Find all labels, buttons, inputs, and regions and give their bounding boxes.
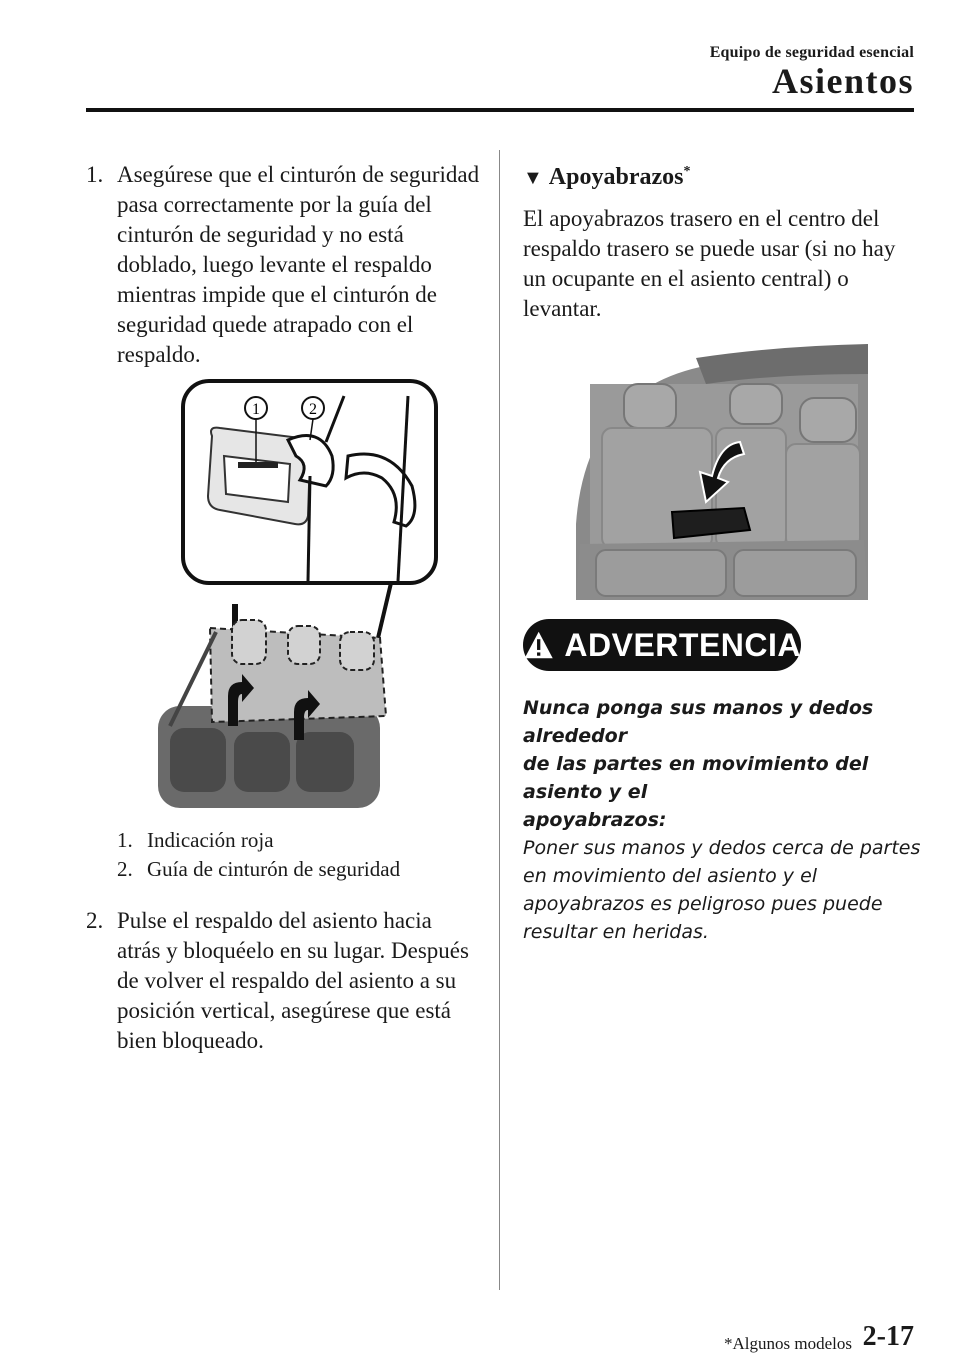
paragraph-line: levantar. <box>523 296 602 321</box>
step-line: doblado, luego levante el respaldo <box>117 252 432 277</box>
warning-text <box>523 694 923 946</box>
caption-text: Guía de cinturón de seguridad <box>147 857 401 881</box>
callout-1-label: 1 <box>252 401 260 418</box>
triangle-down-icon: ▼ <box>523 167 543 189</box>
step-line: mientras impide que el cinturón de <box>117 282 437 307</box>
warning-line: resultar en heridas. <box>523 921 709 943</box>
page-number: 2-17 <box>862 1321 914 1352</box>
page-title: Asientos <box>771 61 914 101</box>
warning-line: apoyabrazos es peligroso pues puede <box>523 893 883 915</box>
warning-bold-line: de las partes en movimiento del asiento y el <box>523 753 869 803</box>
caption-number: 1. <box>117 828 133 852</box>
step-line: atrás y bloquéelo en su lugar. Después <box>117 938 469 963</box>
warning-bold-line: apoyabrazos: <box>523 809 667 831</box>
step-text <box>117 160 479 370</box>
warning-badge <box>523 619 801 671</box>
section-name: Equipo de seguridad esencial <box>709 44 914 61</box>
step-number: 1. <box>86 162 104 187</box>
callout-2-label: 2 <box>309 401 317 418</box>
step-line: Asegúrese que el cinturón de seguridad <box>117 162 480 187</box>
paragraph-line: un ocupante en el asiento central) o <box>523 266 849 291</box>
section-heading-text: Apoyabrazos <box>548 164 684 190</box>
step-line: de volver el respaldo del asiento a su <box>117 968 457 993</box>
step-line: pasa correctamente por la guía del <box>117 192 432 217</box>
caption-2 <box>117 855 400 884</box>
asterisk-marker: * <box>683 164 691 179</box>
armrest-figure <box>576 344 868 600</box>
caption-1 <box>117 826 274 855</box>
footnote: *Algunos modelos <box>724 1334 852 1353</box>
step-line: Pulse el respaldo del asiento hacia <box>117 908 432 933</box>
warning-line: Poner sus manos y dedos cerca de partes <box>523 837 921 859</box>
step-line: cinturón de seguridad y no está <box>117 222 404 247</box>
column-divider <box>499 150 500 1290</box>
warning-line: en movimiento del asiento y el <box>523 865 818 887</box>
warning-icon <box>523 627 554 663</box>
step-number: 2. <box>86 908 104 933</box>
paragraph-line: El apoyabrazos trasero en el centro del <box>523 206 880 231</box>
warning-label: ADVERTENCIA <box>564 626 801 663</box>
section-heading <box>523 164 690 191</box>
step-text <box>117 906 469 1056</box>
step-1 <box>86 160 486 380</box>
step-line: seguridad quede atrapado con el <box>117 312 414 337</box>
caption-number: 2. <box>117 857 133 881</box>
paragraph-line: respaldo trasero se puede usar (si no hay <box>523 236 896 261</box>
step-line: posición vertical, asegúrese que está <box>117 998 452 1023</box>
step-line: bien bloqueado. <box>117 1028 264 1053</box>
step-2 <box>86 906 486 1066</box>
warning-bold-line: Nunca ponga sus manos y dedos alrededor <box>523 697 874 747</box>
step-line: respaldo. <box>117 342 201 367</box>
armrest-paragraph <box>523 204 923 324</box>
seat-belt-guide-figure <box>150 376 450 812</box>
caption-text: Indicación roja <box>147 828 274 852</box>
header-rule <box>86 108 914 112</box>
